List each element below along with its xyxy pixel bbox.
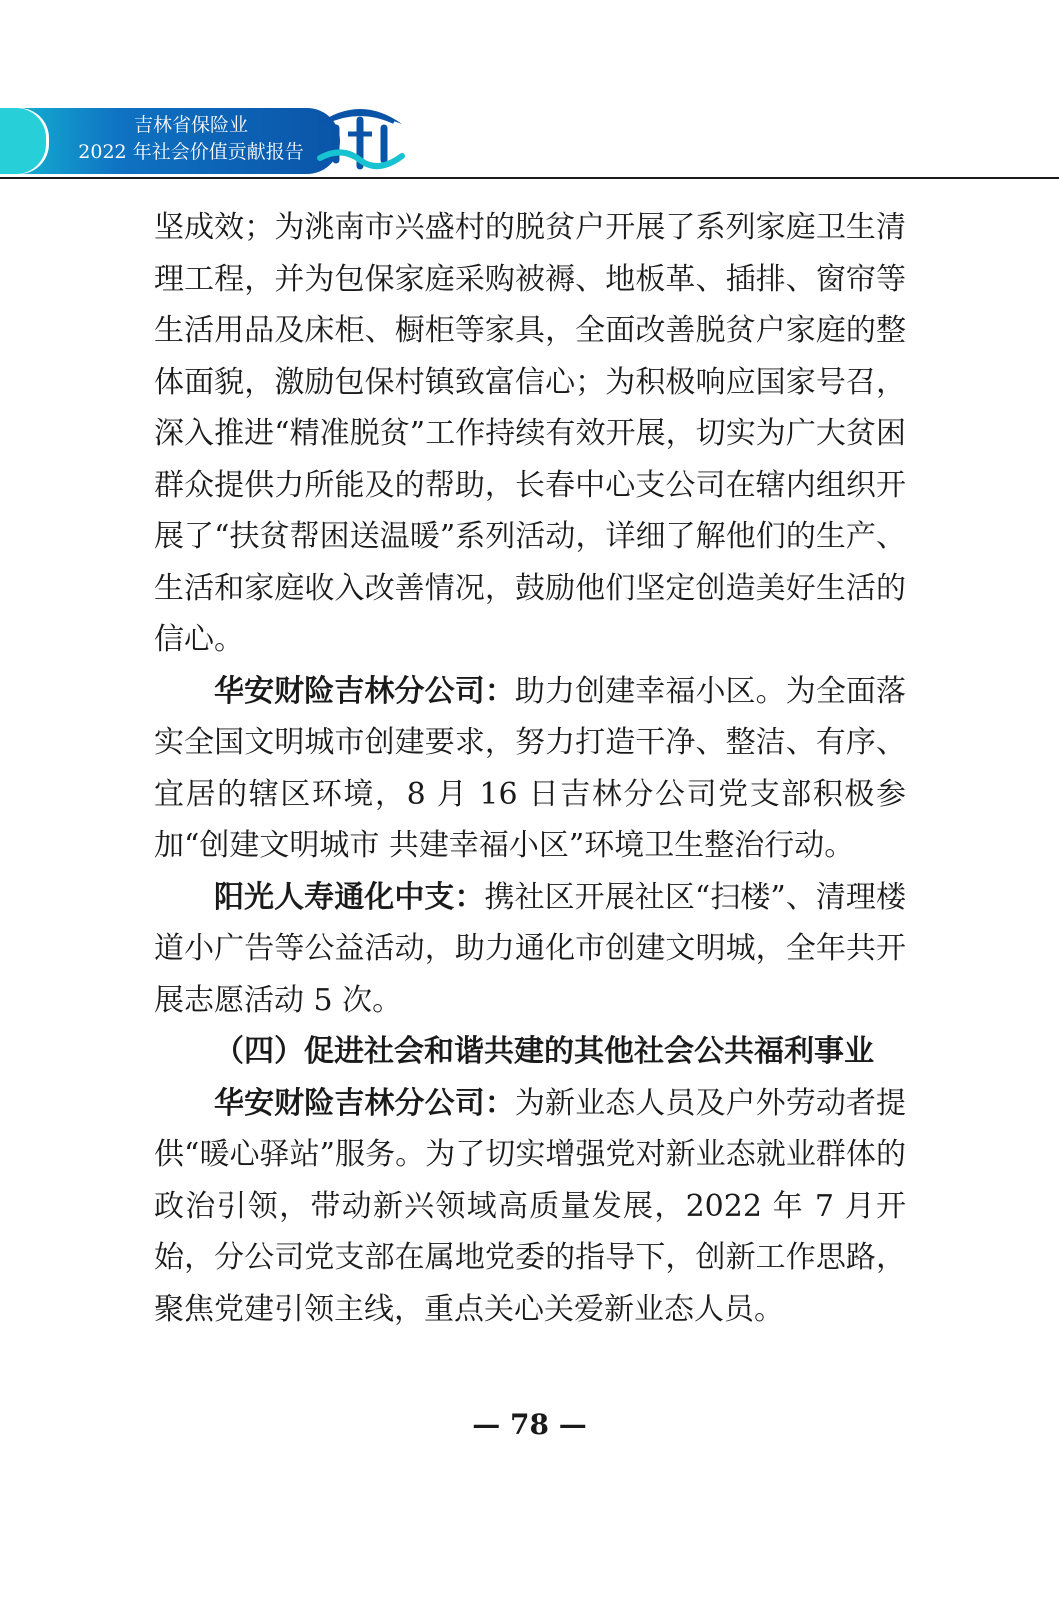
report-title-line1: 吉林省保险业	[133, 114, 248, 136]
paragraph-yangguang	[154, 872, 906, 1027]
paragraph-body: 为新业态人员及户外劳动者提供“暖心驿站”服务。为了切实增强党对新业态就业群体的政治引领，带动新兴领域高质量发展，2022 年 7 月开始，分公司党支部在属地党委的指导下，创新工作思路，聚焦党建引领主线，重点关心关爱新业态人员。	[154, 1085, 907, 1327]
page-number: — 78 —	[472, 1408, 587, 1441]
report-title-line2: 2022 年社会价值贡献报告	[78, 141, 304, 163]
paragraph-lead: 华安财险吉林分公司：	[214, 1085, 515, 1121]
report-title	[56, 112, 326, 166]
paragraph-huaan-2	[154, 1078, 906, 1336]
pavilion-logo-icon	[312, 100, 408, 176]
header-rule	[0, 177, 1059, 179]
page-header	[0, 0, 1059, 200]
paragraph-body: 助力创建幸福小区。为全面落实全国文明城市创建要求，努力打造干净、整洁、有序、宜居的辖区环境，8 月 16 日吉林分公司党支部积极参加“创建文明城市 共建幸福小区”环境卫生整治行动。	[154, 673, 907, 863]
section-heading: （四）促进社会和谐共建的其他社会公共福利事业	[214, 1034, 874, 1069]
paragraph-continued: 坚成效；为洮南市兴盛村的脱贫户开展了系列家庭卫生清理工程，并为包保家庭采购被褥、地板革、插排、窗帘等生活用品及床柜、橱柜等家具，全面改善脱贫户家庭的整体面貌，激励包保村镇致富信心；为积极响应国家号召，深入推进“精准脱贫”工作持续有效开展，切实为广大贫困群众提供力所能及的帮助，长春中心支公司在辖内组织开展了“扶贫帮困送温暖”系列活动，详细了解他们的生产、生活和家庭收入改善情况，鼓励他们坚定创造美好生活的信心。	[154, 210, 906, 657]
paragraph-lead: 华安财险吉林分公司：	[214, 673, 515, 709]
body-text	[154, 202, 906, 1335]
paragraph-lead: 阳光人寿通化中支：	[214, 879, 485, 915]
paragraph-body: 携社区开展社区“扫楼”、清理楼道小广告等公益活动，助力通化市创建文明城，全年共开展志愿活动 5 次。	[154, 879, 906, 1018]
paragraph-huaan-1	[154, 666, 906, 872]
